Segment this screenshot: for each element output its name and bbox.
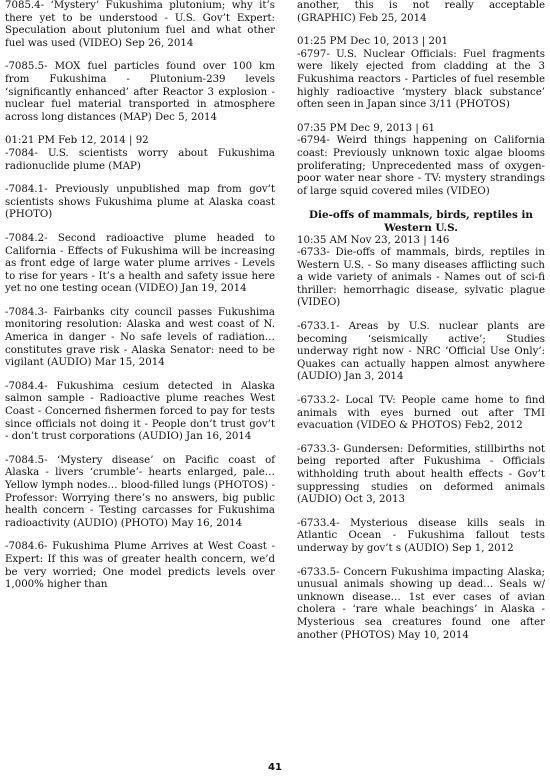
section-heading: Die-offs of mammals, birds, reptiles in Western U.S. — [309, 209, 533, 234]
entry-6733-2 — [297, 395, 545, 433]
entry-6733-1 — [297, 321, 545, 384]
entry-text: -7084.3- Fairbanks city council passes Fukushima monitoring resolution: Alaska and west coast of N. America in danger - No safe levels of radiation… constitutes grave risk - Alaska Senator: need to be vigilant (AUDIO) Mar 15, 2014 — [5, 306, 275, 369]
entry-text: -6733.5- Concern Fukushima impacting Alaska; unusual animals showing up dead… Seals w/ unknown disease… 1st ever cases of avian cholera - ‘rare whale beachings’ in Alaska - Mysterious sea creatures found one after another (PHOTOS) May 10, 2014 — [297, 566, 545, 641]
entry-text: -7084.6- Fukushima Plume Arrives at West Coast - Expert: If this was of greater health concern, we’d be very worried; One model predicts levels over 1,000% higher than — [5, 541, 275, 591]
entry-text: -7084.2- Second radioactive plume headed to California - Effects of Fukushima will be increasing as front edge of large water plume arrives - Levels to rise for years - It’s a health and safety issue here yet no one testing ocean (VIDEO) Jan 19, 2014 — [5, 232, 275, 295]
entry-6733 — [297, 209, 545, 310]
entry-7084-6-continued — [297, 0, 545, 25]
entry-text: -6733.4- Mysterious disease kills seals in Atlantic Ocean - Fukushima fallout tests underway by gov’t s (AUDIO) Sep 1, 2012 — [297, 517, 545, 554]
entry-6797 — [297, 36, 545, 112]
entry-6794 — [297, 123, 545, 199]
right-column — [297, 0, 545, 653]
entry-6733-5 — [297, 567, 545, 643]
entry-text: -6797- U.S. Nuclear Officials: Fuel fragments were likely ejected from cladding at the 3 Fukushima reactors - Particles of fuel resemble highly radioactive ‘mystery black substance’ often seen in Japan since 3/11 (PHOTOS) — [297, 48, 545, 111]
entry-text: -6733.1- Areas by U.S. nuclear plants are becoming ‘seismically active’; Studies underway right now - NRC ‘Official Use Only’: Quakes can actually happen almost anywhere (AUDIO) Jan 3, 2014 — [297, 321, 545, 383]
page-number: 41 — [268, 762, 282, 773]
entry-text: -6794- Weird things happening on California coast: Previously unknown toxic algae blooms proliferating; Unprecedented mass of oxygen-poor water near shore - TV: mystery strandings of large squid covered miles (VIDEO) — [297, 135, 545, 197]
entry-timestamp: 07:35 PM Dec 9, 2013 | 61 — [297, 122, 436, 134]
entry-text: -7084.4- Fukushima cesium detected in Alaska salmon sample - Radioactive plume reaches West Coast - Concerned fishermen forced to pay for tests since officials not doing it - People don’t trust gov’t - don’t trust corporations (AUDIO) Jan 16, 2014 — [5, 380, 275, 443]
entry-timestamp: 01:21 PM Feb 12, 2014 | 92 — [5, 135, 149, 147]
entry-7085-4 — [5, 0, 275, 50]
entry-text: -6733.3- Gundersen: Deformities, stillbirths not being reported after Fukushima - Officials withholding truth about health effects - Gov’t suppressing studies on deformed animals (AUDIO) Oct 3, 2013 — [297, 443, 545, 506]
entry-text: -7085.5- MOX fuel particles found over 100 km from Fukushima - Plutonium-239 levels ‘significantly enhanced’ after Reactor 3 explosion - nuclear fuel material transported in atmosphere across long distances (MAP) Dec 5, 2014 — [5, 61, 275, 123]
entry-7085-5 — [5, 61, 275, 124]
entry-text: 7085.4- ‘Mystery’ Fukushima plutonium; why it’s there yet to be understood - U.S. Gov’t Expert: Speculation about plutonium fuel and what other fuel was used (VIDEO) Sep 26, 2014 — [5, 0, 275, 49]
entry-text: -7084- U.S. scientists worry about Fukushima radionuclide plume (MAP) — [5, 147, 275, 172]
entry-text: -7084.1- Previously unpublished map from gov’t scientists shows Fukushima plume at Alaska coast (PHOTO) — [5, 184, 275, 221]
entry-7084-4 — [5, 381, 275, 444]
entry-6733-4 — [297, 518, 545, 556]
entry-7084-6 — [5, 541, 275, 591]
entry-text: another, this is not really acceptable (GRAPHIC) Feb 25, 2014 — [297, 0, 545, 24]
entry-7084 — [5, 135, 275, 173]
entry-7084-3 — [5, 307, 275, 370]
entry-text: -6733- Die-offs of mammals, birds, reptiles in Western U.S. - So many diseases afflicting such a wide variety of animals - Names out of sci-fi thriller: hemorrhagic disease, sylvatic plague (VIDEO) — [297, 247, 545, 309]
entry-6733-3 — [297, 444, 545, 507]
entry-timestamp: 01:25 PM Dec 10, 2013 | 201 — [297, 36, 448, 48]
entry-7084-5 — [5, 455, 275, 531]
entry-timestamp: 10:35 AM Nov 23, 2013 | 146 — [297, 234, 450, 246]
entry-7084-1 — [5, 184, 275, 222]
entry-text: -6733.2- Local TV: People came home to find animals with eyes burned out after TMI evacuation (VIDEO & PHOTOS) Feb2, 2012 — [297, 395, 545, 432]
entry-7084-2 — [5, 233, 275, 296]
left-column — [5, 0, 275, 603]
entry-text: -7084.5- ‘Mystery disease’ on Pacific coast of Alaska - livers ‘crumble’- hearts enlarged, pale… Yellow lymph nodes… blood-filled lungs (PHOTOS) - Professor: Worrying there’s no answers, big public health concern - Testing carcasses for Fukushima radioactivity (AUDIO) (PHOTO) May 16, 2014 — [5, 454, 275, 529]
